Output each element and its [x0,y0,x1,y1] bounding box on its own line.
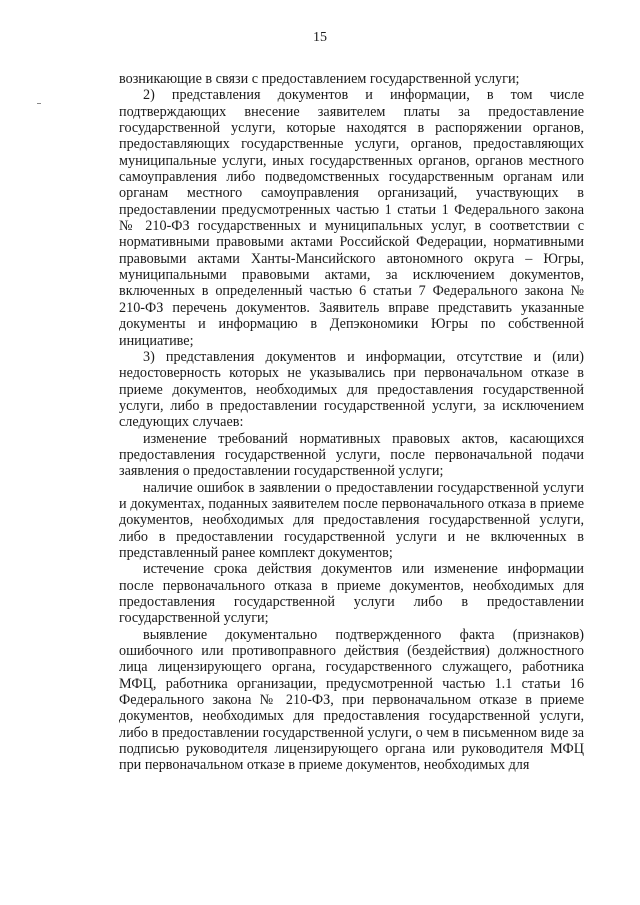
paragraph-item-2: 2) представления документов и информации, в том числе подтверждающих внесение заявителем платы за предоставление государственной услуги, которые находятся в распоряжении органов, предоставляющих государственные услуги, органов, предоставляющих муниципальные услуги, иных государственных органов, органов местного самоуправления либо подведомственных государственным органам или органам местного самоуправления организаций, участвующих в предоставлении предусмотренных частью 1 статьи 1 Федерального закона № 210-ФЗ государственных и муниципальных услуг, в соответствии с нормативными правовыми актами Российской Федерации, нормативными правовыми актами Ханты-Мансийского автономного округа – Югры, муниципальными правовыми актами, за исключением документов, включенных в определенный частью 6 статьи 7 Федерального закона № 210-ФЗ перечень документов. Заявитель вправе представить указанные документы и информацию в Депэкономики Югры по собственной инициативе; [119,87,584,349]
page-number: 15 [313,30,327,45]
paragraph-continuation: возникающие в связи с предоставлением государственной услуги; [119,71,520,87]
paragraph-exception-4: выявление документально подтвержденного факта (признаков) ошибочного или противоправного действия (бездействия) должностного лица лицензирующего органа, государственного служащего, работника МФЦ, работника организации, предусмотренной частью 1.1 статьи 16 Федерального закона № 210-ФЗ, при первоначальном отказе в приеме документов, необходимых для предоставления государственной услуги, либо в предоставлении государственной услуги, о чем в письменном виде за подписью руководителя лицензирующего органа или руководителя МФЦ при первоначальном отказе в приеме документов, необходимых для [119,626,584,774]
paragraph-item-3: 3) представления документов и информации, отсутствие и (или) недостоверность которых не указывались при первоначальном отказе в приеме документов, необходимых для предоставления государственной услуги, либо в предоставлении государственной услуги, за исключением следующих случаев: [119,348,584,431]
document-body [119,71,584,774]
paragraph-exception-1: изменение требований нормативных правовых актов, касающихся предоставления государственной услуги, после первоначальной подачи заявления о предоставлении государственной услуги; [119,430,584,480]
paragraph-exception-3: истечение срока действия документов или изменение информации после первоначального отказа в приеме документов, необходимых для предоставления государственной услуги либо в предоставлении государственной услуги; [119,561,584,627]
paragraph-exception-2: наличие ошибок в заявлении о предоставлении государственной услуги и документах, поданных заявителем после первоначального отказа в приеме документов, необходимых для предоставления государственной услуги, либо в предоставлении государственной услуги и не включенных в представленный ранее комплект документов; [119,479,584,561]
margin-mark [37,103,41,104]
